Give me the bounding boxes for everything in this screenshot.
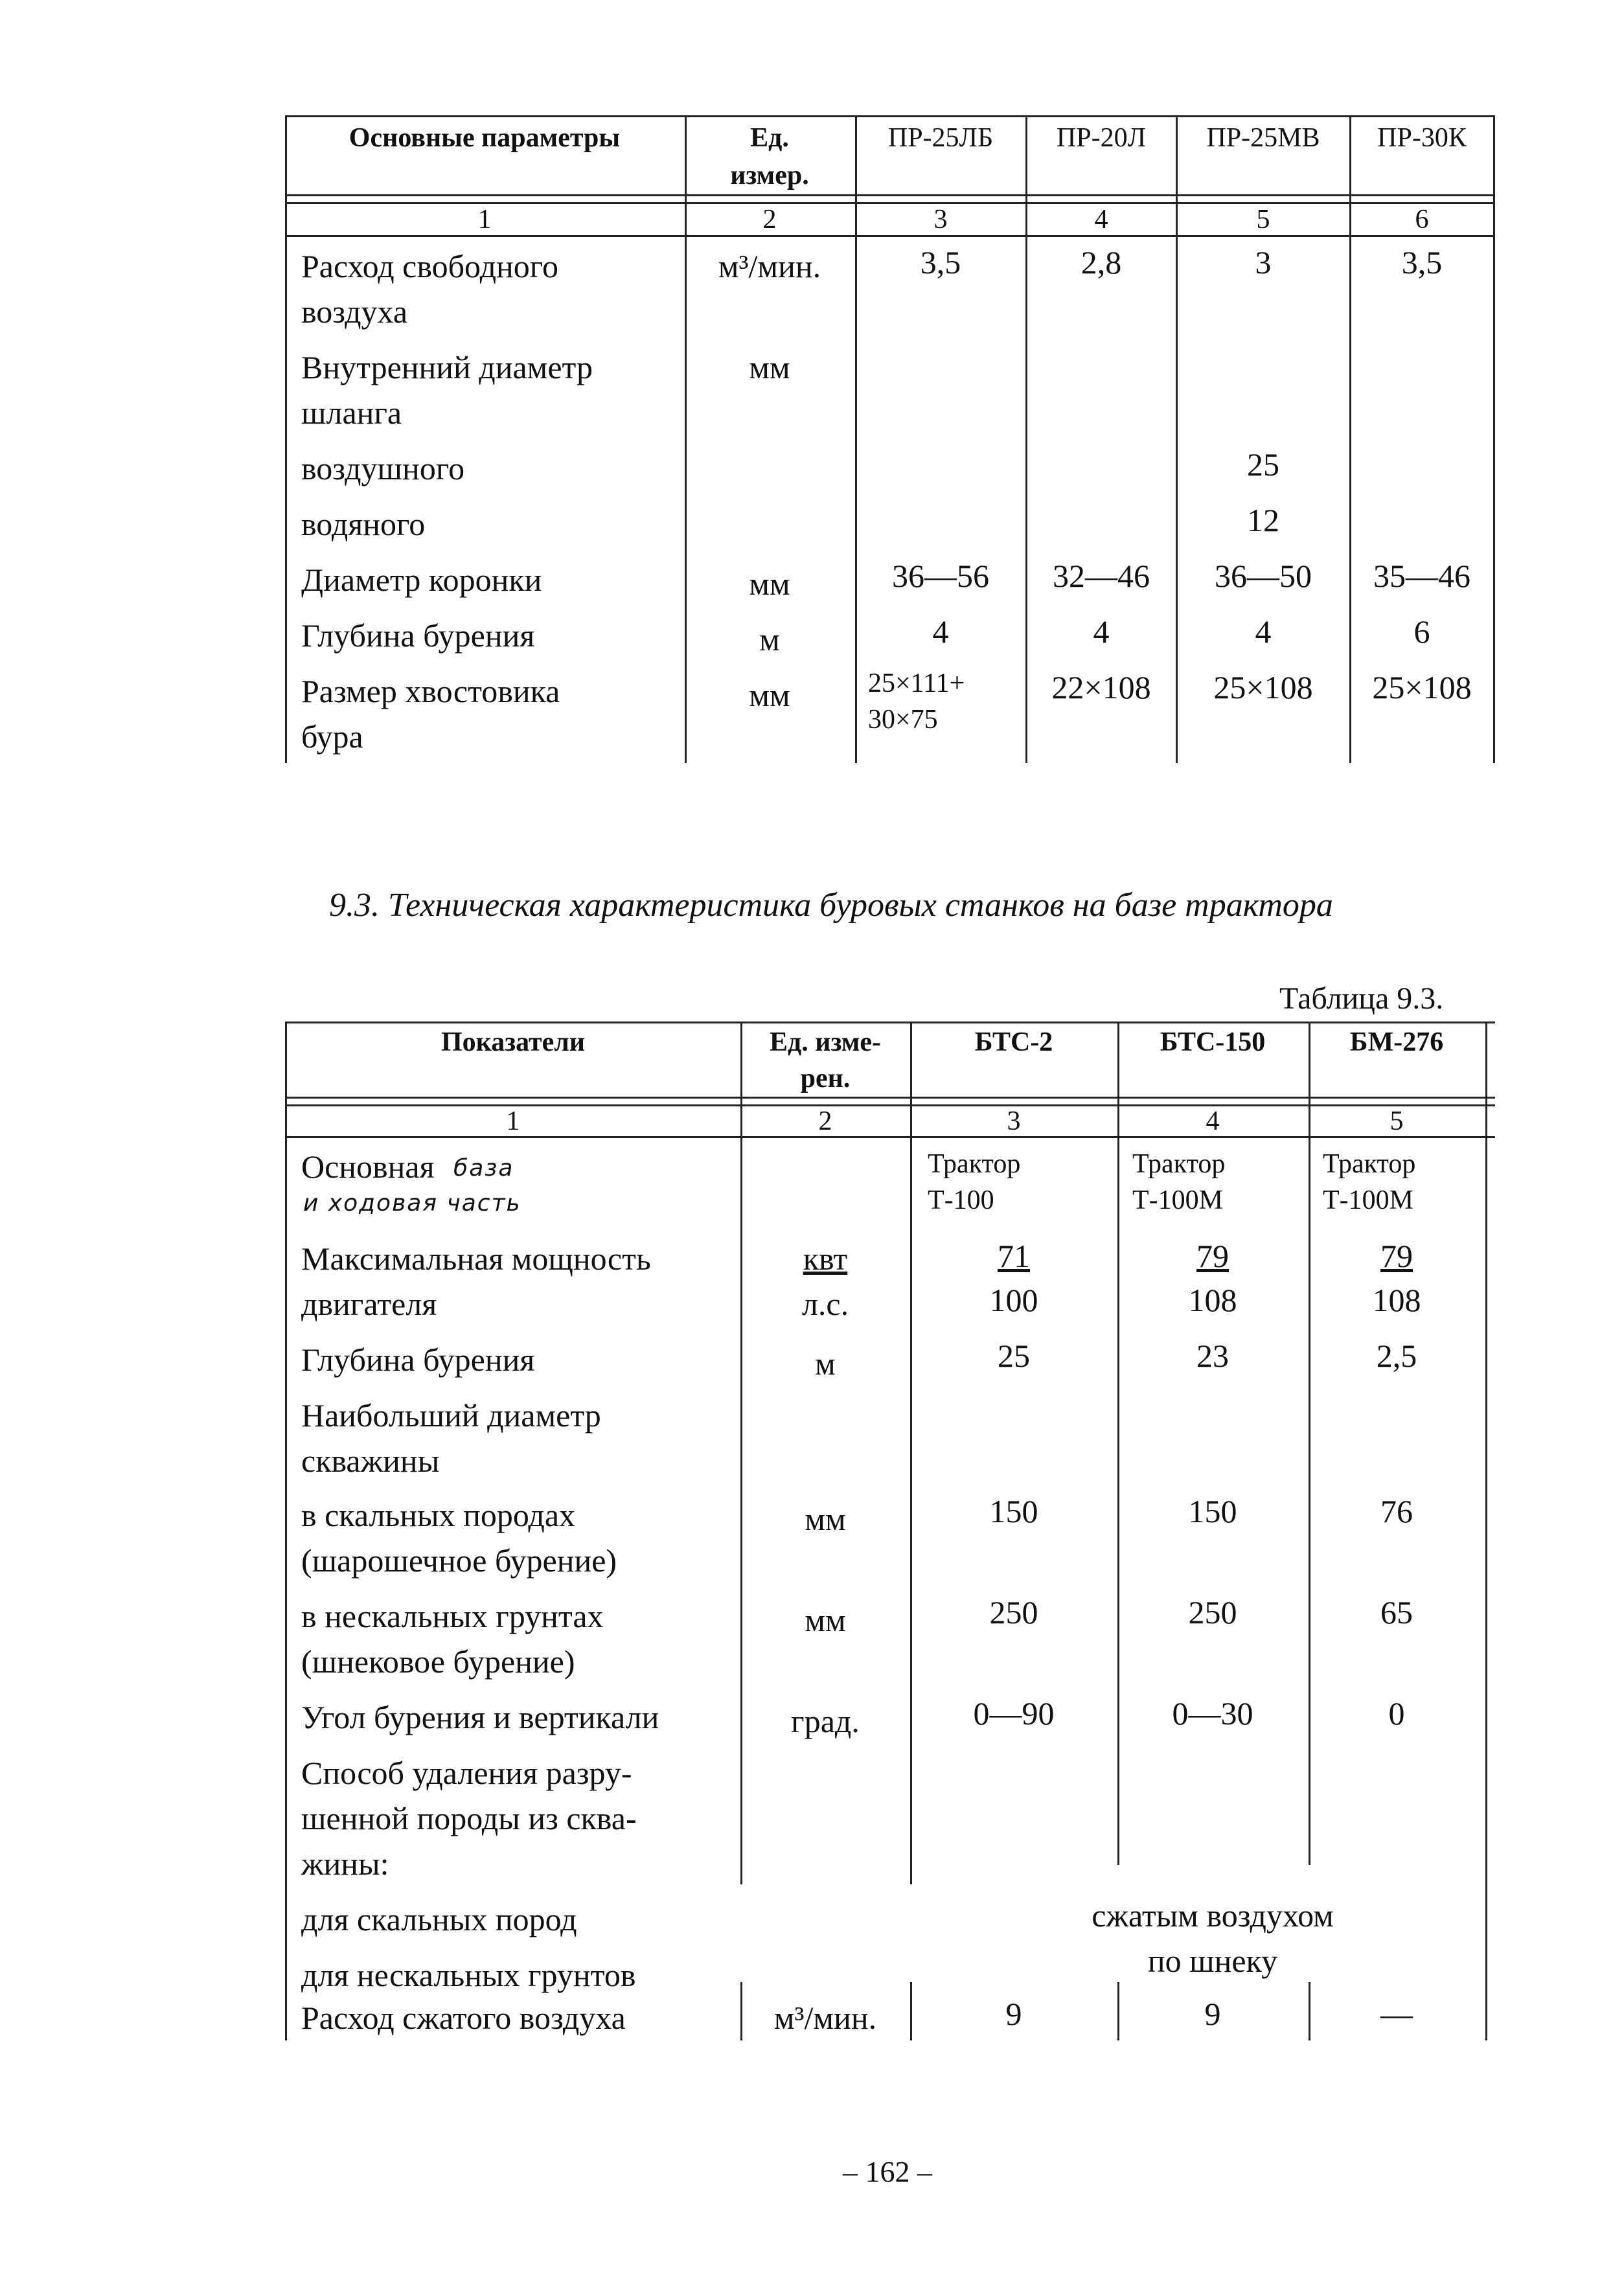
- t2-header-bm276: БМ-276: [1349, 1027, 1444, 1057]
- t1-row-label: воздуха: [301, 293, 408, 330]
- t2-cell: 150: [1188, 1493, 1237, 1529]
- t2-row-label: для нескальных грунтов: [301, 1957, 636, 1993]
- t2-row-label: в нескальных грунтах: [301, 1598, 604, 1634]
- t1-cell: 25: [1247, 446, 1279, 483]
- t2-row-label: в скальных породах: [301, 1497, 576, 1533]
- t2-cell: 23: [1196, 1338, 1229, 1374]
- t2-cell: 0: [1388, 1695, 1405, 1731]
- t1-cell: 3,5: [920, 244, 961, 280]
- t2-cell: 250: [1188, 1594, 1237, 1630]
- t2-cell-unit: м: [815, 1345, 836, 1382]
- t1-row-label: воздушного: [301, 450, 465, 486]
- t1-cell: 4: [1093, 613, 1110, 650]
- t2-cell: 25: [998, 1338, 1030, 1374]
- t1-row-label: Размер хвостовика: [301, 673, 560, 709]
- t2-handwritten-note: и ходовая часть: [303, 1190, 521, 1216]
- t2-header-unit-1: Ед. изме-: [770, 1027, 881, 1057]
- t2-cell: Трактор: [928, 1149, 1021, 1179]
- t2-cell-unit: град.: [791, 1703, 860, 1739]
- t1-cell: 4: [1255, 613, 1272, 650]
- t2-merged-cell: сжатым воздухом: [1092, 1897, 1334, 1934]
- t2-cell: 65: [1380, 1594, 1413, 1630]
- t2-row-label: скважины: [301, 1443, 440, 1479]
- t1-colnum: 5: [1256, 205, 1270, 234]
- t2-cell: Трактор: [1132, 1149, 1226, 1179]
- t2-row-label: Расход сжатого воздуха: [301, 2000, 626, 2036]
- section-title: 9.3. Техническая характеристика буровых станков на базе трактора: [329, 887, 1333, 924]
- t2-cell: 79: [1196, 1238, 1229, 1274]
- t2-row-label: для скальных пород: [301, 1901, 577, 1937]
- t2-row-label: жины:: [301, 1845, 389, 1882]
- t2-handwritten-note: база: [453, 1155, 514, 1182]
- t1-cell: 30×75: [868, 705, 938, 735]
- t2-header-indicators: Показатели: [440, 1027, 586, 1057]
- t2-cell: 71: [998, 1238, 1030, 1274]
- t2-cell-unit: м³/мин.: [773, 2000, 877, 2036]
- t2-row-label: (шнековое бурение): [301, 1643, 575, 1680]
- t1-cell: 32—46: [1053, 558, 1150, 594]
- t1-cell: 3: [1255, 244, 1272, 280]
- t2-header-bts2: БТС-2: [974, 1027, 1053, 1057]
- t1-header-unit-1: Ед.: [750, 123, 789, 153]
- t1-cell: 36—50: [1215, 558, 1312, 594]
- t2-cell: 2,5: [1376, 1338, 1417, 1374]
- t1-cell: 35—46: [1373, 558, 1470, 594]
- t2-row-label: Глубина бурения: [301, 1342, 535, 1378]
- t1-cell-unit: мм: [749, 677, 790, 713]
- t2-row-label: (шарошечное бурение): [301, 1542, 617, 1579]
- t1-cell-unit: м³/мин.: [718, 248, 821, 284]
- t1-header-unit-2: измер.: [730, 161, 809, 190]
- t1-cell: 2,8: [1081, 244, 1122, 280]
- t1-cell-unit: м: [759, 621, 780, 657]
- t2-cell: 0—90: [973, 1695, 1055, 1731]
- t1-colnum: 4: [1094, 205, 1108, 234]
- t2-row-label: Основная: [301, 1148, 435, 1185]
- t1-header-pr25lb: ПР-25ЛБ: [887, 123, 994, 153]
- t1-cell-unit: мм: [749, 349, 790, 385]
- t2-row-label: двигателя: [301, 1286, 437, 1322]
- t1-header-pr30k: ПР-30К: [1377, 123, 1467, 153]
- t2-cell-unit: мм: [805, 1501, 846, 1537]
- t1-row-label: шланга: [301, 394, 402, 431]
- t1-colnum: 6: [1415, 205, 1429, 234]
- t2-colnum: 5: [1390, 1106, 1404, 1136]
- t2-cell: 9: [1204, 1996, 1221, 2032]
- t2-cell: 250: [989, 1594, 1038, 1630]
- t1-header-pr20l: ПР-20Л: [1056, 123, 1147, 153]
- t2-cell: 9: [1005, 1996, 1022, 2032]
- t2-cell: 108: [1188, 1282, 1237, 1318]
- t2-row-label: Способ удаления разру-: [301, 1755, 632, 1791]
- t1-header-pr25mv: ПР-25МВ: [1206, 123, 1320, 153]
- t1-cell: 22×108: [1051, 669, 1151, 705]
- t2-cell: 76: [1380, 1493, 1413, 1529]
- t2-cell-unit: квт: [803, 1240, 848, 1277]
- t2-row-label: Наибольший диаметр: [301, 1397, 601, 1433]
- t2-cell: Трактор: [1323, 1149, 1416, 1179]
- t2-row-label: Максимальная мощность: [301, 1240, 651, 1277]
- t2-row-label: шенной породы из сква-: [301, 1800, 637, 1836]
- t2-merged-cell: по шнеку: [1147, 1943, 1278, 1979]
- t2-colnum: 2: [818, 1106, 832, 1136]
- t1-row-label: водяного: [301, 506, 426, 542]
- t2-cell-unit: мм: [805, 1602, 846, 1638]
- t1-colnum: 3: [933, 205, 948, 234]
- t1-cell: 3,5: [1401, 244, 1443, 280]
- t2-cell: 150: [989, 1493, 1038, 1529]
- t2-cell: Т-100: [928, 1185, 994, 1215]
- t2-colnum: 4: [1206, 1106, 1220, 1136]
- t1-cell: 6: [1413, 613, 1430, 650]
- t2-cell: 108: [1372, 1282, 1421, 1318]
- t2-cell: Т-100М: [1132, 1185, 1223, 1215]
- page-number: – 162 –: [843, 2155, 932, 2188]
- t2-header-bts150: БТС-150: [1160, 1027, 1266, 1057]
- t2-colnum: 3: [1007, 1106, 1021, 1136]
- t1-cell: 12: [1247, 502, 1279, 538]
- t1-row-label: Диаметр коронки: [301, 562, 542, 598]
- t2-row-label: Угол бурения и вертикали: [301, 1699, 659, 1735]
- t1-cell: 4: [932, 613, 949, 650]
- t2-cell: 100: [989, 1282, 1038, 1318]
- t1-colnum: 1: [477, 205, 492, 234]
- t1-row-label: Внутренний диаметр: [301, 349, 593, 385]
- t1-header-params: Основные параметры: [349, 123, 621, 153]
- t2-cell: 0—30: [1172, 1695, 1253, 1731]
- t2-colnum: 1: [506, 1106, 520, 1136]
- t2-header-unit-2: рен.: [800, 1064, 851, 1093]
- t1-cell: 25×108: [1372, 669, 1472, 705]
- t1-cell: 36—56: [892, 558, 989, 594]
- t1-colnum: 2: [762, 205, 777, 234]
- t1-cell: 25×108: [1213, 669, 1313, 705]
- t2-cell: Т-100М: [1323, 1185, 1413, 1215]
- t2-cell: 79: [1380, 1238, 1413, 1274]
- t1-cell-unit: мм: [749, 565, 790, 602]
- t2-cell-unit: л.с.: [801, 1286, 849, 1322]
- t1-cell: 25×111+: [868, 668, 965, 698]
- t1-row-label: Расход свободного: [301, 248, 559, 284]
- table-label: Таблица 9.3.: [1279, 981, 1444, 1016]
- t1-row-label: Глубина бурения: [301, 617, 535, 654]
- t1-row-label: бура: [301, 718, 363, 755]
- t2-cell: —: [1380, 1996, 1413, 2032]
